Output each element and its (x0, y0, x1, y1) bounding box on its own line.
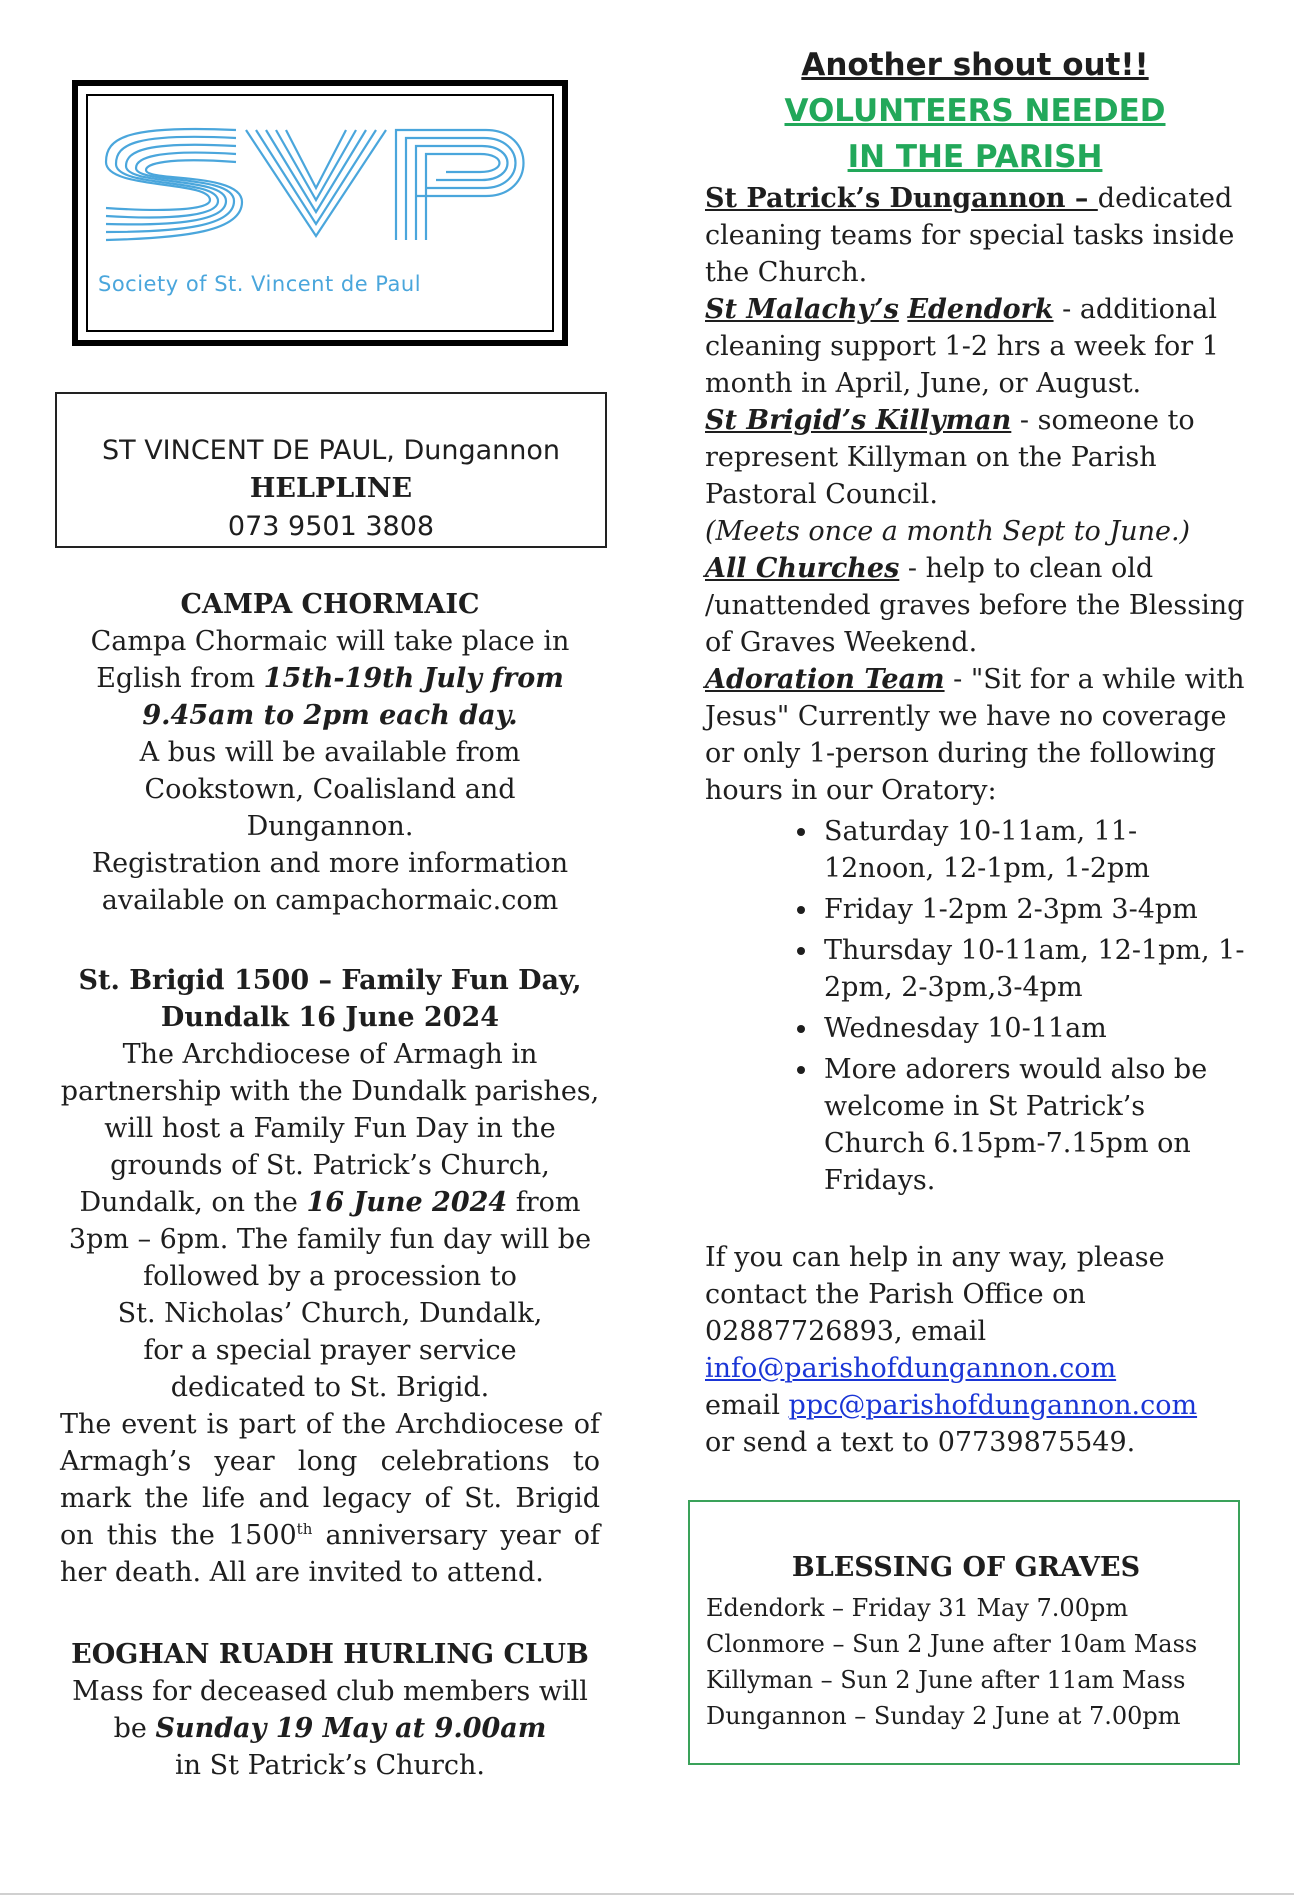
volunteer-item-malachys-text: - additional cleaning support 1-2 hrs a week for 1 month in April, June, or August. (705, 294, 1219, 399)
volunteer-item-adoration-title: Adoration Team (705, 664, 945, 695)
text-contact: or send a text to 07739875549. (705, 1427, 1136, 1458)
brigid-section (60, 962, 600, 1591)
graves-title: BLESSING OF GRAVES (791, 1552, 1141, 1583)
volunteer-item-brigids-note-text: (Meets once a month Sept to June.) (705, 516, 1191, 547)
graves-row: Clonmore – Sun 2 June after 10am Mass (706, 1630, 1198, 1658)
helpline-org: ST VINCENT DE PAUL, Dungannon (101, 435, 560, 466)
shout-heading (705, 42, 1245, 88)
blessing-of-graves-box (688, 1500, 1240, 1765)
graves-row: Dungannon – Sunday 2 June at 7.00pm (706, 1702, 1181, 1730)
brigid-text-1c: from 3pm – 6pm. The family fun day will be followed by a procession to (68, 1187, 592, 1292)
campa-text-2: A bus will be available from Cookstown, Coalisland and Dungannon. (139, 737, 521, 842)
volunteer-item-all-churches-text: - help to clean old /unattended graves before the Blessing of Graves Weekend. (705, 553, 1245, 658)
email-row-1 (705, 1350, 1245, 1387)
list-item: • Wednesday 10-11am (820, 1010, 1245, 1047)
campa-heading: CAMPA CHORMAIC (180, 589, 480, 620)
hurling-section (60, 1636, 600, 1784)
volunteer-item-brigids-text: - someone to represent Killyman on the Parish Pastoral Council. (705, 405, 1195, 510)
brigid-sup: th (296, 1520, 313, 1538)
brigid-text-3: for a special prayer service (143, 1335, 517, 1366)
shout-title: Another shout out!! (801, 47, 1149, 83)
hurling-heading: EOGHAN RUADH HURLING CLUB (71, 1639, 589, 1670)
campa-text-3: Registration and more information available on campachormaic.com (91, 848, 569, 916)
volunteers-section (705, 42, 1245, 1461)
helpline-label: HELPLINE (249, 473, 413, 504)
adoration-hours-list (705, 813, 1245, 1199)
volunteer-item-all-churches-title: All Churches (705, 553, 900, 584)
volunteer-item-patricks-text: dedicated cleaning teams for special tasks inside the Church. (705, 183, 1235, 288)
svp-logo-mark (86, 106, 566, 256)
volunteer-item-malachys-title-b: Edendork (907, 294, 1054, 325)
campa-text-1a: Campa Chormaic will take place in Eglish from (90, 626, 570, 694)
email-label: email (705, 1390, 789, 1421)
volunteer-item-adoration (705, 661, 1245, 809)
volunteers-needed-text-2: IN THE PARISH (847, 139, 1103, 175)
svp-logo (72, 80, 568, 346)
volunteer-item-malachys (705, 291, 1245, 402)
hurling-text-1 (60, 1673, 600, 1747)
volunteer-item-adoration-text: - "Sit for a while with Jesus" Currently we have no coverage or only 1-person during the following hours in our Oratory: (705, 664, 1245, 806)
brigid-text-5 (60, 1406, 600, 1591)
brigid-heading-1: St. Brigid 1500 – Family Fun Day, (78, 965, 582, 996)
helpline-box (55, 392, 607, 548)
volunteer-item-patricks-title: St Patrick’s Dungannon – (705, 183, 1098, 214)
volunteers-needed-1 (705, 88, 1245, 134)
hurling-text-2: in St Patrick’s Church. (175, 1750, 485, 1781)
volunteer-item-brigids-note (705, 513, 1245, 550)
volunteer-item-malachys-title-a: St Malachy’s (705, 294, 899, 325)
volunteers-needed-text-1: VOLUNTEERS NEEDED (784, 93, 1166, 129)
volunteer-item-all-churches (705, 550, 1245, 661)
brigid-heading-2: Dundalk 16 June 2024 (160, 1002, 500, 1033)
list-item: • Thursday 10-11am, 12-1pm, 1-2pm, 2-3pm,3-4pm (820, 932, 1245, 1006)
volunteer-item-patricks (705, 180, 1245, 291)
campa-section (60, 586, 600, 919)
campa-dates: 15th-19th July from 9.45am to 2pm each day. (142, 663, 564, 731)
brigid-text-5b: anniversary year of her death. All are invited to attend. (60, 1520, 600, 1588)
list-item: • Saturday 10-11am, 11-12noon, 12-1pm, 1-2pm (820, 813, 1245, 887)
hurling-text-1a: Mass for deceased club members will be (72, 1676, 588, 1744)
brigid-text-4: dedicated to St. Brigid. (170, 1372, 490, 1403)
brigid-text-2: St. Nicholas’ Church, Dundalk, (117, 1298, 543, 1329)
email-row-2 (705, 1387, 1245, 1424)
logo-caption: Society of St. Vincent de Paul (98, 272, 422, 296)
list-item: • Friday 1-2pm 2-3pm 3-4pm (820, 891, 1245, 928)
list-item: • More adorers would also be welcome in St Patrick’s Church 6.15pm-7.15pm on Fridays. (820, 1051, 1245, 1199)
helpline-number: 073 9501 3808 (227, 511, 435, 542)
brigid-text-1 (60, 1036, 600, 1295)
volunteers-needed-2 (705, 134, 1245, 180)
email-link-ppc[interactable]: ppc@parishofdungannon.com (788, 1390, 1198, 1421)
volunteer-item-brigids-title: St Brigid’s Killyman (705, 405, 1012, 436)
brigid-date: 16 June 2024 (306, 1187, 508, 1218)
page-bottom-divider (0, 1893, 1294, 1895)
email-link-info[interactable]: info@parishofdungannon.com (705, 1353, 1117, 1384)
brigid-text-5a: The event is part of the Archdiocese of Armagh’s year long celebrations to mark the life and legacy of St. Brigid on this the 1500 (60, 1409, 600, 1551)
graves-row: Killyman – Sun 2 June after 11am Mass (706, 1666, 1186, 1694)
contact-text: If you can help in any way, please contact the Parish Office on 02887726893, email (705, 1242, 1165, 1347)
brigid-text-1a: The Archdiocese of Armagh in partnership with the Dundalk parishes, will host a Family Fun Day in the grounds of St. Patrick’s Church, Dundalk, on the (60, 1039, 600, 1218)
volunteer-item-brigids (705, 402, 1245, 513)
hurling-date: Sunday 19 May at 9.00am (155, 1713, 547, 1744)
campa-text-1 (60, 623, 600, 734)
graves-row: Edendork – Friday 31 May 7.00pm (706, 1594, 1129, 1622)
